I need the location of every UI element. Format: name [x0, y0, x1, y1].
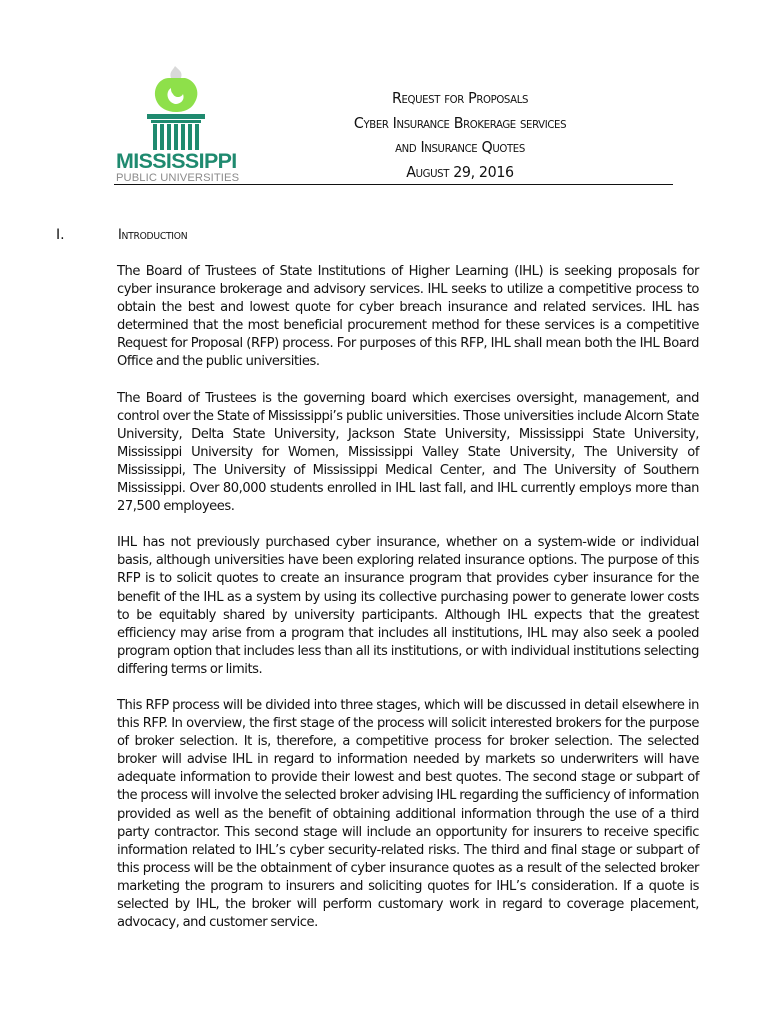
paragraph-process-stages: This RFP process will be divided into three stages, which will be discussed in detail elsewhere in this RFP. In overview, the first stage of the process will solicit interested brokers for the purpose of broker selection. It is, therefore, a competitive process for broker selection. The selected broker will advise IHL in regard to information needed by markets so underwriters will have adequate information to provide their lowest and best quotes. The second stage or subpart of the process will involve the selected broker advising IHL regarding the sufficiency of information provided as well as the benefit of obtaining additional information through the use of a third party contractor. This second stage will include an opportunity for insurers to receive specific information related to IHL’s cyber security-related risks. The third and final stage or subpart of this process will be the obtainment of cyber insurance quotes as a result of the selected broker marketing the program to insurers and soliciting quotes for IHL’s consideration. If a quote is selected by IHL, the broker will perform customary work in regard to coverage placement, advocacy, and customer service. [117, 697, 699, 931]
section-number: I. [56, 227, 65, 243]
document-title-block [290, 86, 630, 184]
document-date: August 29, 2016 [406, 162, 514, 181]
title-line-insurance-quotes: and Insurance Quotes [395, 138, 525, 156]
paragraph-intro: The Board of Trustees of State Institutions of Higher Learning (IHL) is seeking proposals for cyber insurance brokerage and advisory services. IHL seeks to utilize a competitive process to obtain the best and lowest quote for cyber breach insurance and related services. IHL has determined that the most beneficial procurement method for these services is a competitive Request for Proposal (RFP) process. For purposes of this RFP, IHL shall mean both the IHL Board Office and the public universities. [117, 264, 699, 370]
paragraph-board-of-trustees: The Board of Trustees is the governing board which exercises oversight, management, and control over the State of Mississippi’s public universities. Those universities include Alcorn State University, Delta State University, Jackson State University, Mississippi State University, Mississippi University for Women, Mississippi Valley State University, The University of Mississippi, The University of Mississippi Medical Center, and The University of Southern Mississippi. Over 80,000 students enrolled in IHL last fall, and IHL currently employs more than 27,500 employees. [117, 390, 699, 515]
torch-pillar-icon [145, 62, 207, 152]
paragraph-purpose: IHL has not previously purchased cyber insurance, whether on a system-wide or individual basis, although universities have been exploring related insurance options. The purpose of this RFP is to solicit quotes to create an insurance program that provides cyber insurance for the benefit of the IHL as a system by using its collective purchasing power to generate lower costs to be equitably shared by university participants. Although IHL expects that the greatest efficiency may arise from a program that includes all institutions, IHL may also seek a pooled program option that includes less than all its institutions, or with individual institutions selecting differing terms or limits. [117, 535, 699, 677]
mississippi-public-universities-logo [115, 62, 240, 186]
section-heading: Introduction [118, 227, 188, 243]
title-line-cyber-insurance: Cyber Insurance Brokerage services [353, 113, 567, 132]
section-body [117, 263, 699, 950]
header-divider [114, 184, 673, 185]
logo-wordmark: MISSISSIPPI [116, 150, 237, 173]
logo-subtitle: PUBLIC UNIVERSITIES [116, 172, 240, 184]
title-line-request-for-proposals: Request for Proposals [391, 89, 529, 107]
